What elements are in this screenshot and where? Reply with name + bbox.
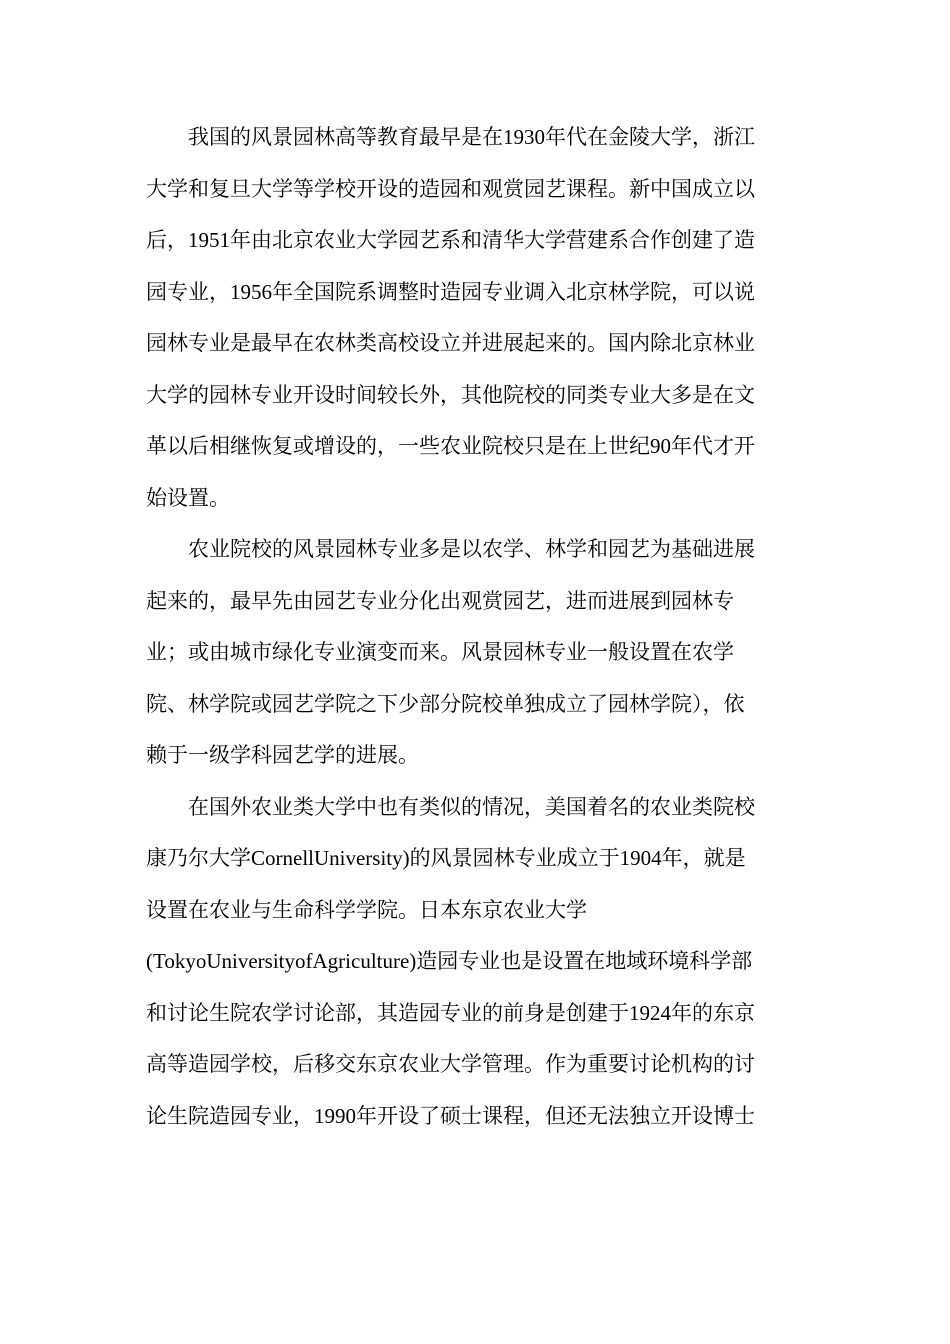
paragraph-line: 革以后相继恢复或增设的，一些农业院校只是在上世纪90年代才开 xyxy=(146,434,755,458)
paragraph-line: 我国的风景园林高等教育最早是在1930年代在金陵大学，浙江 xyxy=(188,125,755,149)
paragraph-line: 始设置。 xyxy=(146,485,230,510)
paragraph-line: 论生院造园专业，1990年开设了硕士课程，但还无法独立开设博士 xyxy=(146,1103,755,1128)
paragraph-3 xyxy=(146,782,806,1143)
paragraph-line: 和讨论生院农学讨论部，其造园专业的前身是创建于1924年的东京 xyxy=(146,1000,755,1025)
paragraph-line: 在国外农业类大学中也有类似的情况，美国着名的农业类院校 xyxy=(188,794,755,819)
paragraph-line: 赖于一级学科园艺学的进展。 xyxy=(146,743,419,767)
paragraph-line: 园林专业是最早在农林类高校设立并进展起来的。国内除北京林业 xyxy=(146,331,755,355)
paragraph-line: 起来的，最早先由园艺专业分化出观赏园艺，进而进展到园林专 xyxy=(146,588,734,613)
paragraph-line: (TokyoUniversityofAgriculture)造园专业也是设置在地域环境科学部 xyxy=(146,949,753,973)
body-text xyxy=(146,112,806,1142)
paragraph-line: 高等造园学校，后移交东京农业大学管理。作为重要讨论机构的讨 xyxy=(146,1052,755,1076)
paragraph-line: 大学和复旦大学等学校开设的造园和观赏园艺课程。新中国成立以 xyxy=(146,176,755,201)
paragraph-line: 农业院校的风景园林专业多是以农学、林学和园艺为基础进展 xyxy=(188,537,755,561)
paragraph-line: 康乃尔大学CornellUniversity)的风景园林专业成立于1904年，就是 xyxy=(146,846,746,870)
paragraph-line: 设置在农业与生命科学学院。日本东京农业大学 xyxy=(146,897,587,922)
paragraph-line: 业；或由城市绿化专业演变而来。风景园林专业一般设置在农学 xyxy=(146,640,734,664)
paragraph-2 xyxy=(146,524,806,782)
paragraph-1 xyxy=(146,112,806,524)
paragraph-line: 园专业，1956年全国院系调整时造园专业调入北京林学院，可以说 xyxy=(146,279,755,304)
paragraph-line: 院、林学院或园艺学院之下少部分院校单独成立了园林学院），依 xyxy=(146,691,745,716)
paragraph-line: 大学的园林专业开设时间较长外，其他院校的同类专业大多是在文 xyxy=(146,382,755,407)
paragraph-line: 后，1951年由北京农业大学园艺系和清华大学营建系合作创建了造 xyxy=(146,228,755,252)
